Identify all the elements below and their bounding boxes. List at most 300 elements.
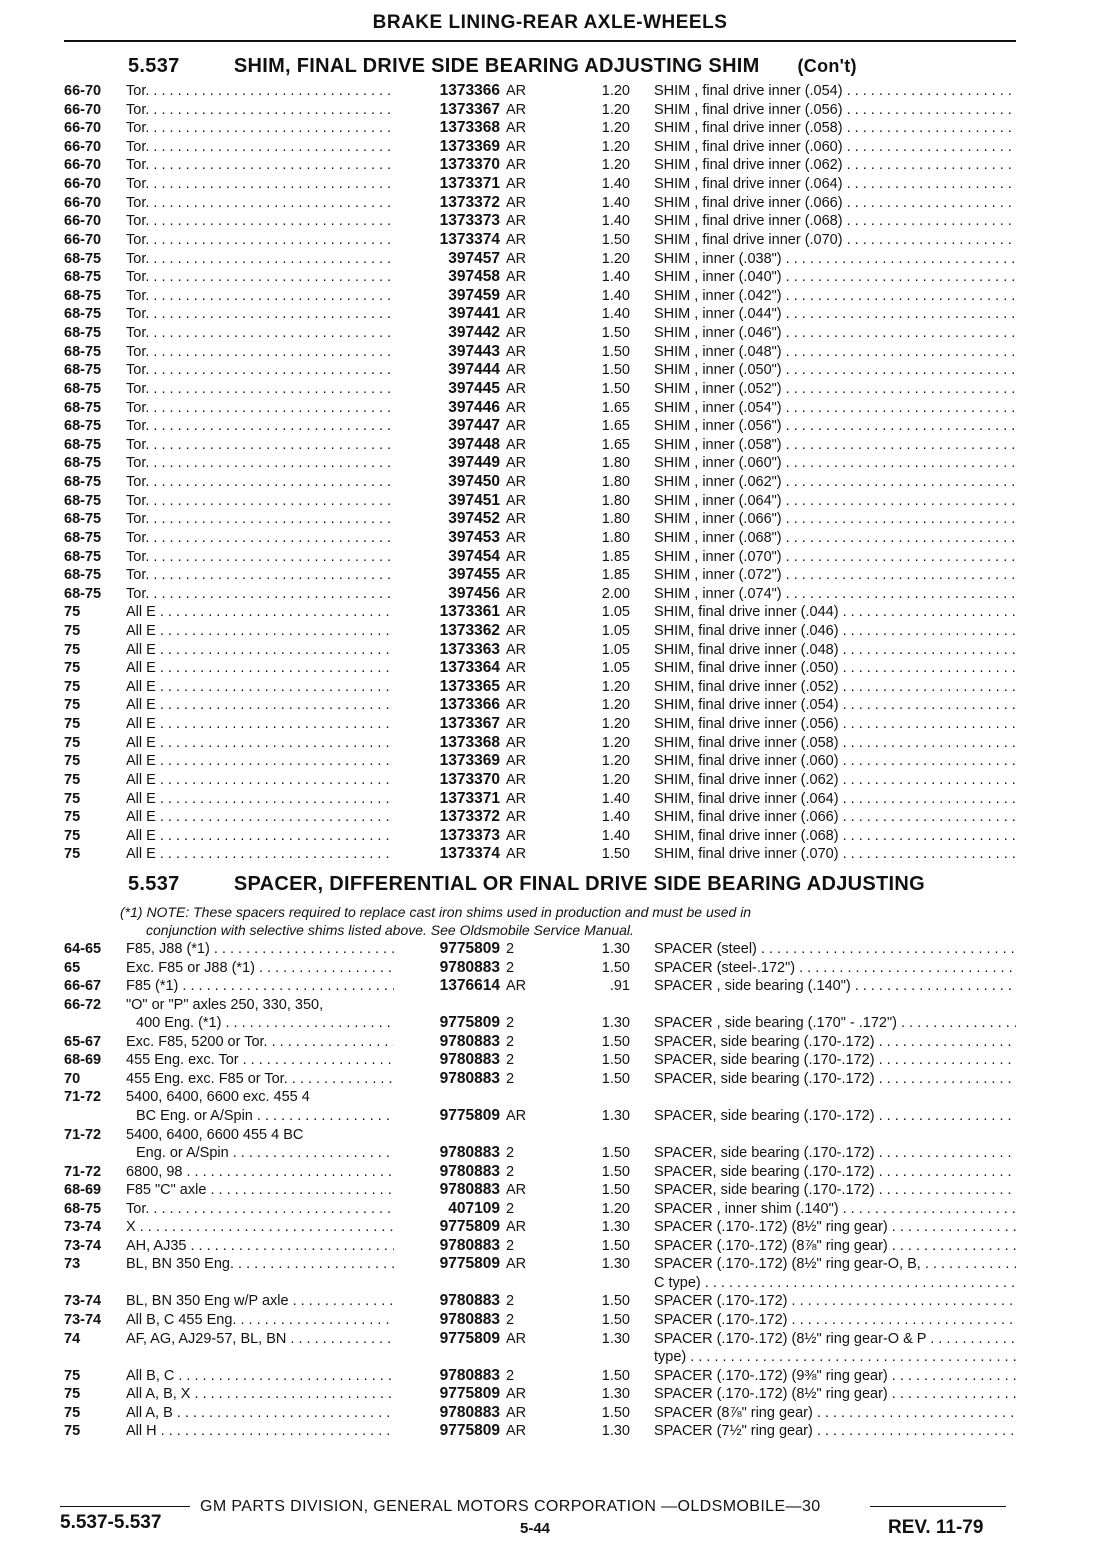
footer-rule xyxy=(870,1506,1006,1507)
price-cell: 1.50 xyxy=(601,1163,630,1180)
price-cell: 1.20 xyxy=(601,771,630,788)
parts-row xyxy=(0,1292,1100,1310)
part-number-cell: 9775809 xyxy=(439,1422,500,1440)
price-cell: 1.30 xyxy=(601,1107,630,1124)
price-cell: 1.80 xyxy=(601,455,630,472)
price-cell: .91 xyxy=(609,978,630,995)
quantity-cell: AR xyxy=(506,697,527,714)
quantity-cell: AR xyxy=(506,436,527,453)
application-cell: Tor. . . . xyxy=(126,529,394,547)
running-head: BRAKE LINING-REAR AXLE-WHEELS xyxy=(372,12,728,33)
price-cell: 1.50 xyxy=(601,1312,630,1328)
year-cell: 68-75 xyxy=(64,343,102,360)
year-cell: 71-72 xyxy=(64,1163,102,1180)
parts-row xyxy=(0,399,1100,417)
price-cell: 1.50 xyxy=(601,846,630,863)
quantity-cell: 2 xyxy=(506,941,515,957)
price-cell: 1.50 xyxy=(601,1070,630,1087)
application-cell: Tor. . . . xyxy=(126,566,394,584)
application-cell: 455 Eng. exc. Tor . . . xyxy=(126,1051,394,1069)
description-cell: SPACER, side bearing (.170-.172) . . . xyxy=(654,1107,1016,1125)
year-cell: 75 xyxy=(64,1423,81,1440)
description-cell: SPACER, side bearing (.170-.172) . . . xyxy=(654,1144,1016,1162)
description-cell: C type) . . . xyxy=(654,1274,1016,1292)
parts-row xyxy=(0,1181,1100,1199)
year-cell: 68-75 xyxy=(64,492,102,509)
application-cell: Tor. . . . xyxy=(126,548,394,566)
description-cell: SHIM, final drive inner (.060) . . . xyxy=(654,752,1016,770)
application-cell: Tor. . . . xyxy=(126,268,394,286)
part-number-cell: 9775809 xyxy=(439,1106,500,1124)
price-cell: 1.20 xyxy=(601,157,630,174)
part-number-cell: 1373372 xyxy=(439,808,500,826)
quantity-cell: 2 xyxy=(506,1033,515,1050)
parts-row xyxy=(0,977,1100,995)
quantity-cell: AR xyxy=(506,678,527,695)
part-number-cell: 1373364 xyxy=(439,659,500,677)
section-number: 5.537 xyxy=(128,55,180,77)
year-cell: 68-75 xyxy=(64,529,102,546)
year-cell: 68-75 xyxy=(64,269,102,286)
part-number-cell: 1373373 xyxy=(439,826,500,844)
application-cell: Tor. . . . xyxy=(126,212,394,230)
part-number-cell: 1373371 xyxy=(439,789,500,807)
price-cell: 1.20 xyxy=(601,697,630,714)
description-cell: SHIM , inner (.048") . . . xyxy=(654,343,1016,361)
description-cell: SHIM , inner (.066") . . . xyxy=(654,510,1016,528)
description-cell: SPACER, side bearing (.170-.172) . . . xyxy=(654,1051,1016,1069)
description-cell: SPACER (7½" ring gear) . . . xyxy=(654,1422,1016,1440)
part-number-cell: 1373365 xyxy=(439,677,500,695)
parts-row xyxy=(0,436,1100,454)
year-cell: 66-70 xyxy=(64,101,102,118)
parts-row xyxy=(0,510,1100,528)
parts-row xyxy=(0,212,1100,230)
description-cell: SHIM , final drive inner (.066) . . . xyxy=(654,194,1016,212)
application-cell: Tor. . . . xyxy=(126,361,394,379)
quantity-cell: AR xyxy=(506,194,527,211)
parts-row xyxy=(0,343,1100,361)
application-cell: All B, C . . . xyxy=(126,1367,394,1385)
year-cell: 66-70 xyxy=(64,120,102,137)
year-cell: 73-74 xyxy=(64,1237,102,1254)
year-cell: 68-75 xyxy=(64,567,102,584)
parts-row xyxy=(0,940,1100,958)
price-cell: 1.40 xyxy=(601,287,630,304)
application-cell: Tor. . . . xyxy=(126,101,394,119)
part-number-cell: 9780883 xyxy=(439,1292,500,1310)
parts-row xyxy=(0,361,1100,379)
part-number-cell: 397458 xyxy=(448,268,500,286)
part-number-cell: 1376614 xyxy=(439,977,500,995)
parts-row xyxy=(0,734,1100,752)
parts-row xyxy=(0,529,1100,547)
application-cell: F85 "C" axle . . . xyxy=(126,1181,394,1199)
parts-row xyxy=(0,696,1100,714)
year-cell: 66-72 xyxy=(64,996,102,1013)
quantity-cell: AR xyxy=(506,380,527,397)
application-cell: All E . . . xyxy=(126,641,394,659)
parts-row xyxy=(0,1200,1100,1218)
parts-row xyxy=(0,1311,1100,1329)
quantity-cell: AR xyxy=(506,269,527,286)
parts-row xyxy=(0,1422,1100,1440)
price-cell: 1.30 xyxy=(601,1386,630,1403)
parts-row xyxy=(0,827,1100,845)
quantity-cell: 2 xyxy=(506,959,515,976)
section-title: SPACER, DIFFERENTIAL OR FINAL DRIVE SIDE BEARING ADJUSTING xyxy=(233,873,926,895)
description-cell: SPACER, side bearing (.170-.172) . . . xyxy=(654,1070,1016,1088)
application-cell: Tor. . . . xyxy=(126,175,394,193)
year-cell: 66-70 xyxy=(64,176,102,193)
parts-row xyxy=(0,417,1100,435)
application-cell: X . . . xyxy=(126,1218,394,1236)
description-cell: SHIM , final drive inner (.064) . . . xyxy=(654,175,1016,193)
part-number-cell: 9780883 xyxy=(439,1403,500,1421)
year-cell: 75 xyxy=(64,1367,81,1384)
quantity-cell: AR xyxy=(506,492,527,509)
parts-row xyxy=(0,119,1100,137)
part-number-cell: 1373372 xyxy=(439,193,500,211)
price-cell: 1.20 xyxy=(601,83,630,99)
description-cell: SHIM , inner (.052") . . . xyxy=(654,380,1016,398)
year-cell: 70 xyxy=(64,1070,81,1087)
description-cell: SHIM , final drive inner (.054) . . . xyxy=(654,82,1016,100)
parts-row xyxy=(0,82,1100,100)
application-cell: Tor. . . . xyxy=(126,119,394,137)
note-line: conjunction with selective shims listed above. See Oldsmobile Service Manual. xyxy=(146,922,634,938)
price-cell: 1.50 xyxy=(601,1033,630,1050)
parts-row xyxy=(0,1051,1100,1069)
application-cell: BL, BN 350 Eng w/P axle . . . xyxy=(126,1292,394,1310)
price-cell: 1.40 xyxy=(601,809,630,826)
year-cell: 66-70 xyxy=(64,213,102,230)
note-line: (*1) NOTE: These spacers required to replace cast iron shims used in production and must be used in xyxy=(120,904,752,920)
application-cell: All E . . . xyxy=(126,771,394,789)
parts-row xyxy=(0,548,1100,566)
part-number-cell: 397450 xyxy=(448,473,500,491)
year-cell: 71-72 xyxy=(64,1126,102,1143)
description-cell: SHIM , final drive inner (.068) . . . xyxy=(654,212,1016,230)
footer-rule xyxy=(60,1506,190,1507)
year-cell: 75 xyxy=(64,622,81,639)
parts-row xyxy=(0,1070,1100,1088)
parts-row xyxy=(0,715,1100,733)
part-number-cell: 397448 xyxy=(448,435,500,453)
year-cell: 73-74 xyxy=(64,1312,102,1328)
year-cell: 68-75 xyxy=(64,399,102,416)
parts-row xyxy=(0,1088,1100,1106)
description-cell: SHIM, final drive inner (.050) . . . xyxy=(654,659,1016,677)
quantity-cell: AR xyxy=(506,120,527,137)
application-cell: All E . . . xyxy=(126,715,394,733)
price-cell: 1.40 xyxy=(601,306,630,323)
quantity-cell: AR xyxy=(506,753,527,770)
price-cell: 1.85 xyxy=(601,567,630,584)
year-cell: 75 xyxy=(64,641,81,658)
application-cell: All E . . . xyxy=(126,659,394,677)
year-cell: 73 xyxy=(64,1256,81,1273)
parts-row xyxy=(0,845,1100,863)
application-cell: Tor. . . . xyxy=(126,343,394,361)
year-cell: 66-70 xyxy=(64,194,102,211)
part-number-cell: 397456 xyxy=(448,584,500,602)
description-cell: SHIM, final drive inner (.066) . . . xyxy=(654,808,1016,826)
price-cell: 1.50 xyxy=(601,1367,630,1384)
part-number-cell: 9775809 xyxy=(439,1014,500,1032)
application-cell: All E . . . xyxy=(126,808,394,826)
part-number-cell: 9780883 xyxy=(439,1366,500,1384)
parts-row xyxy=(0,996,1100,1014)
parts-row xyxy=(0,1255,1100,1273)
description-cell: SHIM , inner (.050") . . . xyxy=(654,361,1016,379)
year-cell: 66-70 xyxy=(64,157,102,174)
application-cell: All E . . . xyxy=(126,696,394,714)
year-cell: 75 xyxy=(64,827,81,844)
application-cell: Tor. . . . xyxy=(126,287,394,305)
application-cell: All A, B . . . xyxy=(126,1404,394,1422)
application-cell: Tor. . . . xyxy=(126,473,394,491)
application-cell: Tor. . . . xyxy=(126,1200,394,1218)
price-cell: 1.40 xyxy=(601,213,630,230)
application-cell: 5400, 6400, 6600 455 4 BC xyxy=(126,1126,304,1143)
description-cell: SPACER (.170-.172) (8½" ring gear-O & P . . . xyxy=(654,1330,1016,1348)
year-cell: 75 xyxy=(64,697,81,714)
quantity-cell: AR xyxy=(506,604,527,621)
price-cell: 1.50 xyxy=(601,1293,630,1310)
quantity-cell: 2 xyxy=(506,1312,515,1328)
part-number-cell: 1373363 xyxy=(439,640,500,658)
part-number-cell: 397449 xyxy=(448,454,500,472)
quantity-cell: AR xyxy=(506,1107,527,1124)
part-number-cell: 9780883 xyxy=(439,1236,500,1254)
description-cell: SPACER (.170-.172) (8⅞" ring gear) . . . xyxy=(654,1237,1016,1255)
part-number-cell: 9780883 xyxy=(439,1162,500,1180)
description-cell: SHIM , inner (.054") . . . xyxy=(654,399,1016,417)
description-cell: SPACER (8⅞" ring gear) . . . xyxy=(654,1404,1016,1422)
description-cell: SHIM , inner (.058") . . . xyxy=(654,436,1016,454)
quantity-cell: AR xyxy=(506,529,527,546)
year-cell: 68-75 xyxy=(64,287,102,304)
price-cell: 1.30 xyxy=(601,1330,630,1347)
price-cell: 1.05 xyxy=(601,604,630,621)
application-cell: Tor. . . . xyxy=(126,417,394,435)
price-cell: 1.20 xyxy=(601,678,630,695)
quantity-cell: AR xyxy=(506,1330,527,1347)
part-number-cell: 397441 xyxy=(448,305,500,323)
parts-row xyxy=(0,1348,1100,1366)
description-cell: SHIM , final drive inner (.058) . . . xyxy=(654,119,1016,137)
part-number-cell: 1373362 xyxy=(439,621,500,639)
quantity-cell: AR xyxy=(506,455,527,472)
price-cell: 1.05 xyxy=(601,660,630,677)
quantity-cell: 2 xyxy=(506,1070,515,1087)
quantity-cell: AR xyxy=(506,734,527,751)
application-cell: Tor. . . . xyxy=(126,156,394,174)
price-cell: 1.80 xyxy=(601,474,630,491)
description-cell: SHIM , final drive inner (.062) . . . xyxy=(654,156,1016,174)
price-cell: 1.80 xyxy=(601,529,630,546)
description-cell: SPACER (.170-.172) (8½" ring gear) . . . xyxy=(654,1385,1016,1403)
price-cell: 1.20 xyxy=(601,120,630,137)
quantity-cell: 2 xyxy=(506,1052,515,1069)
quantity-cell: AR xyxy=(506,585,527,602)
description-cell: SPACER (steel-.172") . . . xyxy=(654,959,1016,977)
description-cell: SPACER (.170-.172) (8½" ring gear) . . . xyxy=(654,1218,1016,1236)
section-number: 5.537 xyxy=(128,873,180,895)
part-number-cell: 1373374 xyxy=(439,845,500,863)
application-cell: Tor. . . . xyxy=(126,454,394,472)
quantity-cell: AR xyxy=(506,343,527,360)
part-number-cell: 397447 xyxy=(448,417,500,435)
price-cell: 1.50 xyxy=(601,362,630,379)
quantity-cell: AR xyxy=(506,176,527,193)
year-cell: 75 xyxy=(64,753,81,770)
price-cell: 1.50 xyxy=(601,1237,630,1254)
parts-row xyxy=(0,1107,1100,1125)
parts-row xyxy=(0,1385,1100,1403)
price-cell: 1.50 xyxy=(601,325,630,342)
parts-row xyxy=(0,771,1100,789)
quantity-cell: AR xyxy=(506,213,527,230)
description-cell: SHIM, final drive inner (.044) . . . xyxy=(654,603,1016,621)
quantity-cell: AR xyxy=(506,660,527,677)
parts-row xyxy=(0,268,1100,286)
application-cell: Eng. or A/Spin . . . xyxy=(126,1144,394,1162)
price-cell: 1.30 xyxy=(601,1256,630,1273)
year-cell: 68-75 xyxy=(64,511,102,528)
price-cell: 1.20 xyxy=(601,250,630,267)
description-cell: SHIM, final drive inner (.052) . . . xyxy=(654,678,1016,696)
description-cell: SPACER, side bearing (.170-.172) . . . xyxy=(654,1181,1016,1199)
year-cell: 75 xyxy=(64,660,81,677)
application-cell: Tor. . . . xyxy=(126,324,394,342)
quantity-cell: 2 xyxy=(506,1200,515,1217)
price-cell: 1.40 xyxy=(601,827,630,844)
quantity-cell: 2 xyxy=(506,1237,515,1254)
year-cell: 75 xyxy=(64,604,81,621)
description-cell: SHIM , inner (.074") . . . xyxy=(654,585,1016,603)
application-cell: Tor. . . . xyxy=(126,399,394,417)
parts-row xyxy=(0,250,1100,268)
application-cell: Tor. . . . xyxy=(126,231,394,249)
description-cell: SHIM , final drive inner (.070) . . . xyxy=(654,231,1016,249)
application-cell: Tor. . . . xyxy=(126,138,394,156)
part-number-cell: 9780883 xyxy=(439,1032,500,1050)
application-cell: BL, BN 350 Eng. . . . xyxy=(126,1255,394,1273)
description-cell: SPACER, side bearing (.170-.172) . . . xyxy=(654,1163,1016,1181)
year-cell: 66-70 xyxy=(64,138,102,155)
quantity-cell: 2 xyxy=(506,1145,515,1162)
price-cell: 1.65 xyxy=(601,399,630,416)
part-number-cell: 1373361 xyxy=(439,603,500,621)
parts-row xyxy=(0,959,1100,977)
quantity-cell: AR xyxy=(506,83,527,99)
application-cell: BC Eng. or A/Spin . . . xyxy=(126,1107,394,1125)
description-cell: SHIM , final drive inner (.060) . . . xyxy=(654,138,1016,156)
year-cell: 75 xyxy=(64,716,81,733)
part-number-cell: 397455 xyxy=(448,566,500,584)
price-cell: 1.50 xyxy=(601,1145,630,1162)
description-cell: SHIM , inner (.038") . . . xyxy=(654,250,1016,268)
application-cell: Exc. F85, 5200 or Tor. . . . xyxy=(126,1033,394,1051)
price-cell: 1.65 xyxy=(601,436,630,453)
quantity-cell: AR xyxy=(506,622,527,639)
application-cell: All E . . . xyxy=(126,603,394,621)
quantity-cell: AR xyxy=(506,1219,527,1236)
price-cell: 1.30 xyxy=(601,941,630,957)
parts-row xyxy=(0,622,1100,640)
part-number-cell: 9775809 xyxy=(439,1329,500,1347)
quantity-cell: AR xyxy=(506,790,527,807)
part-number-cell: 1373367 xyxy=(439,715,500,733)
parts-row xyxy=(0,1330,1100,1348)
part-number-cell: 9775809 xyxy=(439,1218,500,1236)
year-cell: 65 xyxy=(64,959,81,976)
description-cell: SPACER (.170-.172) . . . xyxy=(654,1311,1016,1329)
description-cell: SHIM, final drive inner (.070) . . . xyxy=(654,845,1016,863)
description-cell: SHIM , inner (.046") . . . xyxy=(654,324,1016,342)
application-cell: All E . . . xyxy=(126,734,394,752)
application-cell: Tor. . . . xyxy=(126,82,394,100)
application-cell: AF, AG, AJ29-57, BL, BN . . . xyxy=(126,1330,394,1348)
parts-row xyxy=(0,1237,1100,1255)
quantity-cell: 2 xyxy=(506,1293,515,1310)
price-cell: 1.50 xyxy=(601,1404,630,1421)
part-number-cell: 397445 xyxy=(448,379,500,397)
description-cell: SHIM , inner (.056") . . . xyxy=(654,417,1016,435)
application-cell: All E . . . xyxy=(126,845,394,863)
parts-row xyxy=(0,194,1100,212)
parts-row xyxy=(0,101,1100,119)
quantity-cell: AR xyxy=(506,231,527,248)
part-number-cell: 397443 xyxy=(448,342,500,360)
quantity-cell: 2 xyxy=(506,1163,515,1180)
parts-row xyxy=(0,324,1100,342)
parts-row xyxy=(0,659,1100,677)
year-cell: 75 xyxy=(64,1404,81,1421)
part-number-cell: 397457 xyxy=(448,249,500,267)
application-cell: All E . . . xyxy=(126,790,394,808)
description-cell: SPACER (.170-.172) . . . xyxy=(654,1292,1016,1310)
quantity-cell: AR xyxy=(506,771,527,788)
description-cell: SHIM , final drive inner (.056) . . . xyxy=(654,101,1016,119)
application-cell: Tor. . . . xyxy=(126,250,394,268)
description-cell: SHIM , inner (.072") . . . xyxy=(654,566,1016,584)
part-number-cell: 1373368 xyxy=(439,119,500,137)
application-cell: 400 Eng. (*1) . . . xyxy=(126,1014,394,1032)
description-cell: SHIM , inner (.062") . . . xyxy=(654,473,1016,491)
quantity-cell: AR xyxy=(506,287,527,304)
price-cell: 1.85 xyxy=(601,548,630,565)
year-cell: 68-75 xyxy=(64,455,102,472)
parts-row xyxy=(0,566,1100,584)
description-cell: SHIM , inner (.060") . . . xyxy=(654,454,1016,472)
parts-row xyxy=(0,1367,1100,1385)
application-cell: Tor. . . . xyxy=(126,380,394,398)
part-number-cell: 9780883 xyxy=(439,1181,500,1199)
quantity-cell: AR xyxy=(506,567,527,584)
part-number-cell: 9775809 xyxy=(439,1255,500,1273)
section-note xyxy=(120,903,1000,939)
parts-row xyxy=(0,1144,1100,1162)
price-cell: 1.50 xyxy=(601,231,630,248)
part-number-cell: 1373371 xyxy=(439,175,500,193)
price-cell: 1.20 xyxy=(601,716,630,733)
year-cell: 68-75 xyxy=(64,380,102,397)
parts-row xyxy=(0,1014,1100,1032)
part-number-cell: 397446 xyxy=(448,398,500,416)
